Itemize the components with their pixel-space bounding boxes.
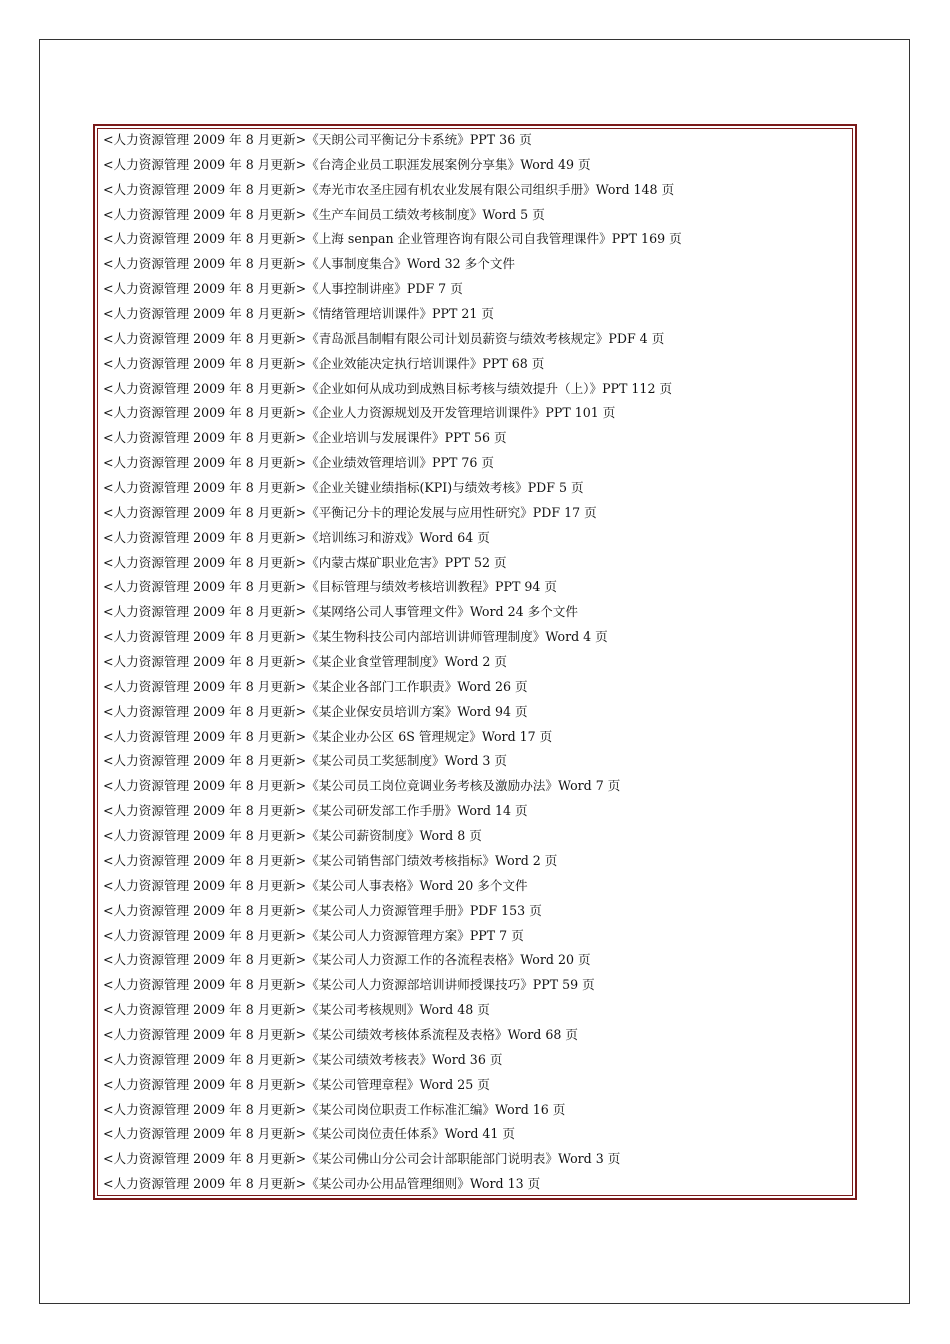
list-item: <人力资源管理 2009 年 8 月更新>《企业如何从成功到成熟目标考核与绩效提升（上）》PPT 112 页 xyxy=(103,380,673,396)
list-item: <人力资源管理 2009 年 8 月更新>《某企业食堂管理制度》Word 2 页 xyxy=(103,654,508,670)
list-item: <人力资源管理 2009 年 8 月更新>《培训练习和游戏》Word 64 页 xyxy=(103,529,490,545)
list-item: <人力资源管理 2009 年 8 月更新>《生产车间员工绩效考核制度》Word 5 页 xyxy=(103,206,545,222)
list-item: <人力资源管理 2009 年 8 月更新>《某公司绩效考核表》Word 36 页 xyxy=(103,1051,503,1067)
list-item: <人力资源管理 2009 年 8 月更新>《人事制度集合》Word 32 多个文件 xyxy=(103,256,516,272)
list-item: <人力资源管理 2009 年 8 月更新>《人事控制讲座》PDF 7 页 xyxy=(103,281,463,297)
list-item: <人力资源管理 2009 年 8 月更新>《某公司员工奖惩制度》Word 3 页 xyxy=(103,753,508,769)
list-item: <人力资源管理 2009 年 8 月更新>《某企业各部门工作职责》Word 26 页 xyxy=(103,678,528,694)
list-item: <人力资源管理 2009 年 8 月更新>《某公司人力资源部培训讲师授课技巧》PPT 59 页 xyxy=(103,977,595,993)
list-item: <人力资源管理 2009 年 8 月更新>《某生物科技公司内部培训讲师管理制度》Word 4 页 xyxy=(103,629,608,645)
list-item: <人力资源管理 2009 年 8 月更新>《某公司人力资源管理手册》PDF 153 页 xyxy=(103,902,542,918)
list-item: <人力资源管理 2009 年 8 月更新>《青岛派昌制帽有限公司计划员薪资与绩效考核规定》PDF 4 页 xyxy=(103,330,665,346)
list-item: <人力资源管理 2009 年 8 月更新>《某企业保安员培训方案》Word 94 页 xyxy=(103,703,528,719)
list-item: <人力资源管理 2009 年 8 月更新>《某公司研发部工作手册》Word 14 页 xyxy=(103,803,528,819)
list-item: <人力资源管理 2009 年 8 月更新>《企业人力资源规划及开发管理培训课件》PPT 101 页 xyxy=(103,405,616,421)
list-item: <人力资源管理 2009 年 8 月更新>《某网络公司人事管理文件》Word 24 多个文件 xyxy=(103,604,578,620)
list-item: <人力资源管理 2009 年 8 月更新>《企业关键业绩指标(KPI)与绩效考核》PDF 5 页 xyxy=(103,480,584,496)
list-item: <人力资源管理 2009 年 8 月更新>《企业绩效管理培训》PPT 76 页 xyxy=(103,455,495,471)
list-item: <人力资源管理 2009 年 8 月更新>《企业效能决定执行培训课件》PPT 68 页 xyxy=(103,355,545,371)
list-item: <人力资源管理 2009 年 8 月更新>《上海 senpan 企业管理咨询有限公司自我管理课件》PPT 169 页 xyxy=(103,231,682,247)
list-item: <人力资源管理 2009 年 8 月更新>《情绪管理培训课件》PPT 21 页 xyxy=(103,306,495,322)
list-item: <人力资源管理 2009 年 8 月更新>《台湾企业员工职涯发展案例分享集》Word 49 页 xyxy=(103,156,591,172)
list-item: <人力资源管理 2009 年 8 月更新>《内蒙古煤矿职业危害》PPT 52 页 xyxy=(103,554,507,570)
list-item: <人力资源管理 2009 年 8 月更新>《某公司绩效考核体系流程及表格》Word 68 页 xyxy=(103,1026,578,1042)
list-item: <人力资源管理 2009 年 8 月更新>《某公司人事表格》Word 20 多个文件 xyxy=(103,877,528,893)
list-item: <人力资源管理 2009 年 8 月更新>《某公司佛山分公司会计部职能部门说明表》Word 3 页 xyxy=(103,1151,621,1167)
list-item: <人力资源管理 2009 年 8 月更新>《某公司人力资源管理方案》PPT 7 页 xyxy=(103,927,524,943)
list-item: <人力资源管理 2009 年 8 月更新>《某企业办公区 6S 管理规定》Word 17 页 xyxy=(103,728,553,744)
list-item: <人力资源管理 2009 年 8 月更新>《目标管理与绩效考核培训教程》PPT 94 页 xyxy=(103,579,557,595)
list-item: <人力资源管理 2009 年 8 月更新>《平衡记分卡的理论发展与应用性研究》PDF 17 页 xyxy=(103,504,597,520)
list-item: <人力资源管理 2009 年 8 月更新>《寿光市农圣庄园有机农业发展有限公司组织手册》Word 148 页 xyxy=(103,181,675,197)
list-item: <人力资源管理 2009 年 8 月更新>《某公司岗位责任体系》Word 41 页 xyxy=(103,1126,516,1142)
list-item: <人力资源管理 2009 年 8 月更新>《某公司考核规则》Word 48 页 xyxy=(103,1002,490,1018)
list-item: <人力资源管理 2009 年 8 月更新>《某公司管理章程》Word 25 页 xyxy=(103,1076,490,1092)
list-item: <人力资源管理 2009 年 8 月更新>《企业培训与发展课件》PPT 56 页 xyxy=(103,430,507,446)
list-item: <人力资源管理 2009 年 8 月更新>《某公司人力资源工作的各流程表格》Word 20 页 xyxy=(103,952,591,968)
list-item: <人力资源管理 2009 年 8 月更新>《某公司岗位职责工作标准汇编》Word 16 页 xyxy=(103,1101,566,1117)
list-item: <人力资源管理 2009 年 8 月更新>《某公司销售部门绩效考核指标》Word 2 页 xyxy=(103,852,558,868)
list-item: <人力资源管理 2009 年 8 月更新>《某公司薪资制度》Word 8 页 xyxy=(103,828,482,844)
document-entry-list xyxy=(103,128,682,1197)
list-item: <人力资源管理 2009 年 8 月更新>《天朗公司平衡记分卡系统》PPT 36 页 xyxy=(103,132,532,147)
list-item: <人力资源管理 2009 年 8 月更新>《某公司办公用品管理细则》Word 13 页 xyxy=(103,1176,541,1192)
list-item: <人力资源管理 2009 年 8 月更新>《某公司员工岗位竟调业务考核及激励办法》Word 7 页 xyxy=(103,778,621,794)
